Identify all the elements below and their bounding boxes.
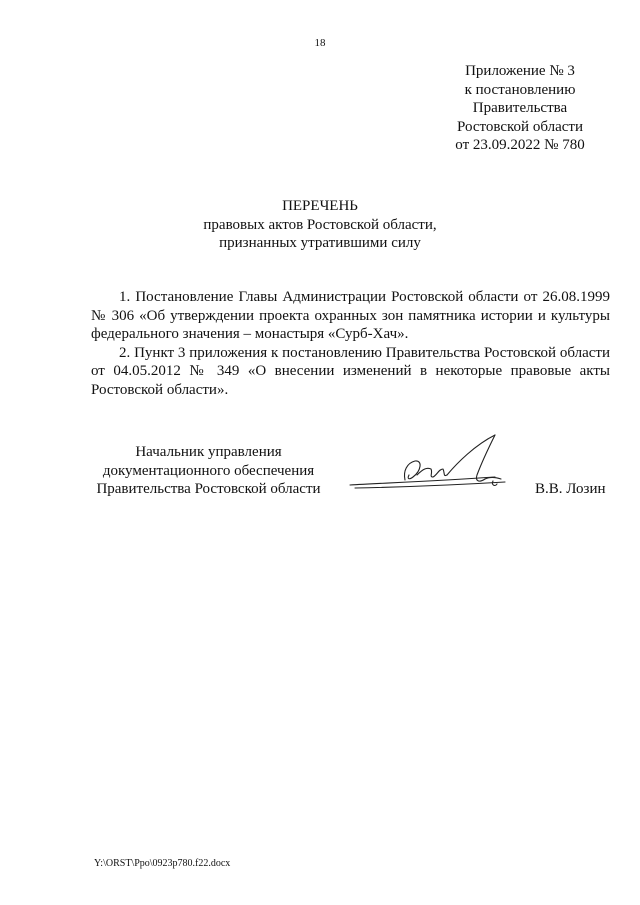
signer-position-line: Начальник управления — [135, 444, 282, 460]
signer-position-line: документационного обеспечения — [102, 462, 315, 479]
appendix-header — [430, 62, 610, 155]
title-heading: ПЕРЕЧЕНЬ — [282, 198, 358, 214]
signer-position — [86, 443, 331, 499]
handwritten-signature — [345, 433, 525, 503]
signature-block — [0, 443, 640, 513]
document-title — [0, 197, 640, 253]
list-item: 1. Постановление Главы Администрации Ростовской области от 26.08.1999 № 306 «Об утверждении проекта охранных зон памятника истории и культуры федерального значения – монастыря «Сурб-Хач». — [91, 289, 610, 342]
title-subtitle: признанных утратившими силу — [219, 235, 421, 251]
appendix-line: к постановлению — [464, 81, 576, 98]
list-item: 2. Пункт 3 приложения к постановлению Правительства Ростовской области от 04.05.2012 № 349 «О внесении изменений в некоторые правовые акты Ростовской области». — [91, 344, 610, 398]
acts-list — [91, 288, 610, 399]
title-subtitle: правовых актов Ростовской области, — [203, 216, 437, 233]
appendix-line: от 23.09.2022 № 780 — [455, 137, 585, 153]
signer-name: В.В. Лозин — [535, 481, 606, 497]
appendix-line: Ростовской области — [457, 118, 583, 135]
signer-position-line: Правительства Ростовской области — [96, 481, 321, 497]
appendix-line: Правительства — [472, 100, 568, 116]
appendix-line: Приложение № 3 — [465, 63, 575, 79]
page-number: 18 — [314, 37, 326, 49]
file-path: Y:\ORST\Ppo\0923p780.f22.docx — [94, 858, 231, 869]
